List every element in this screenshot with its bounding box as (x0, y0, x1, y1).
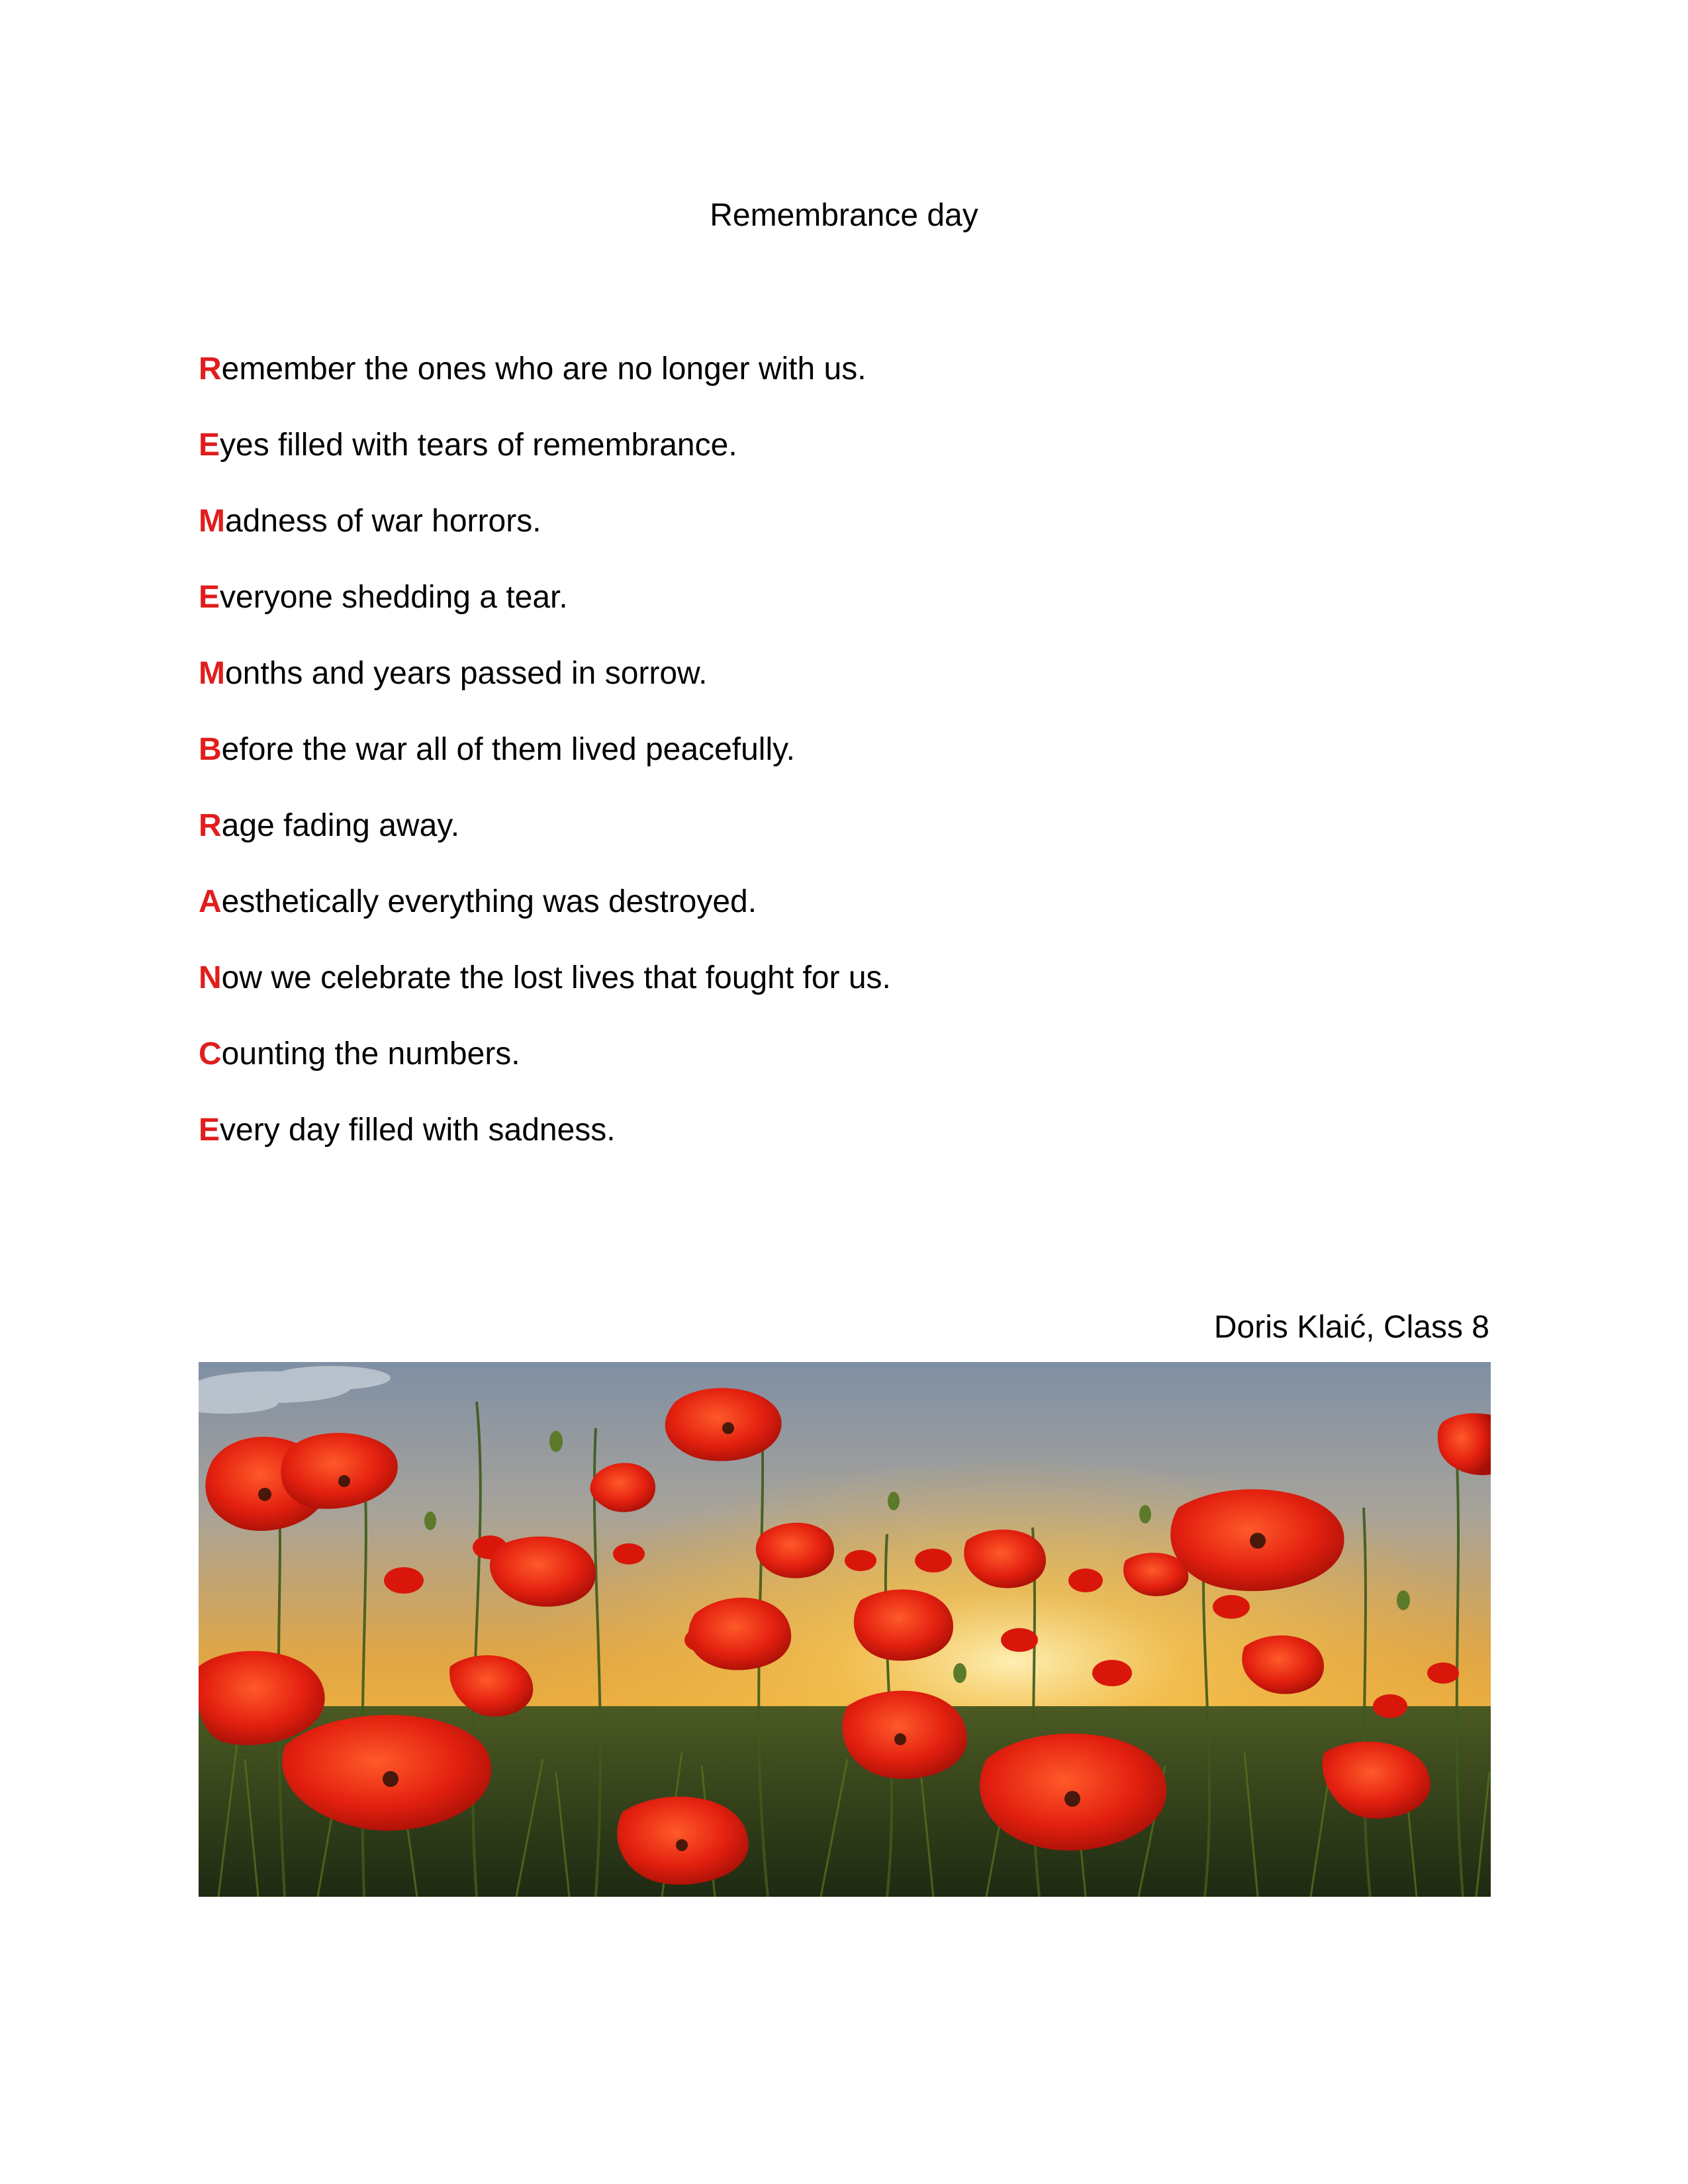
poem-line (199, 502, 1496, 578)
poem-line-initial: M (199, 656, 225, 691)
poem-line-initial: E (199, 428, 220, 463)
poem-line-initial: N (199, 960, 222, 995)
poem-line-text: ounting the numbers. (221, 1036, 520, 1071)
author-signature: Doris Klaić, Class 8 (1213, 1310, 1489, 1345)
poem-line-text: yes filled with tears of remembrance. (220, 428, 737, 463)
poem-line (199, 426, 1496, 502)
poem-line-initial: R (199, 808, 222, 843)
poem-line-text: veryone shedding a tear. (220, 580, 568, 615)
poem-line (199, 1111, 1496, 1187)
poem-line-initial: B (199, 732, 222, 767)
poem-line (199, 730, 1496, 806)
poem-line-initial: E (199, 1113, 220, 1148)
poem-line (199, 1034, 1496, 1111)
poem-line (199, 654, 1496, 730)
poppy-field-image (199, 1362, 1491, 1897)
poem-line-text: ow we celebrate the lost lives that fought for us. (221, 960, 891, 995)
poem-line-text: emember the ones who are no longer with us. (221, 351, 867, 387)
poppy-field-illustration (199, 1362, 1491, 1897)
poem-line-text: very day filled with sadness. (220, 1113, 616, 1148)
poem-line (199, 806, 1496, 882)
poem-line-text: efore the war all of them lived peacefully. (221, 732, 795, 767)
poem-line (199, 882, 1496, 958)
poem-line-text: adness of war horrors. (224, 504, 541, 539)
poem-line-initial: M (199, 504, 225, 539)
poem-line-initial: E (199, 580, 220, 615)
poem-line-text: onths and years passed in sorrow. (224, 656, 708, 691)
poem-line-initial: R (199, 351, 222, 387)
page-title: Remembrance day (710, 198, 978, 233)
poem-line-text: age fading away. (221, 808, 460, 843)
poem-line (199, 958, 1496, 1034)
acrostic-poem (199, 349, 1496, 1187)
poem-line-initial: A (199, 884, 222, 919)
poem-line (199, 349, 1496, 426)
poem-line (199, 578, 1496, 654)
poem-line-initial: C (199, 1036, 222, 1071)
poem-line-text: esthetically everything was destroyed. (221, 884, 757, 919)
